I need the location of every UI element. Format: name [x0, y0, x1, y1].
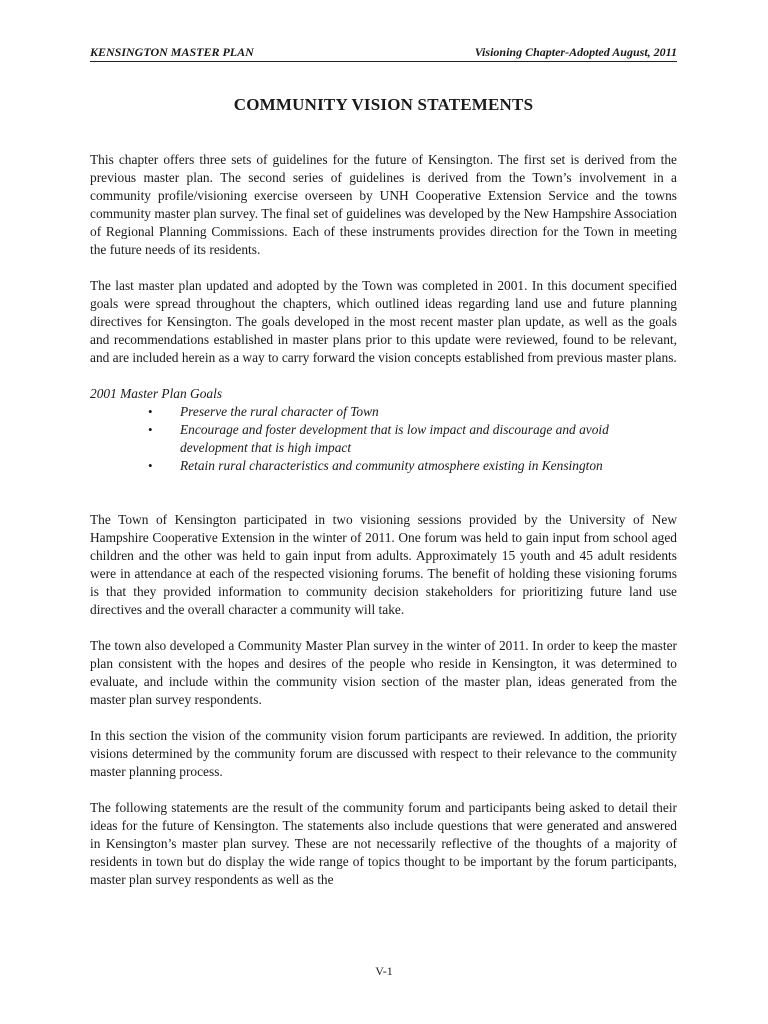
page-number: V-1 [375, 964, 393, 978]
goal-item [90, 421, 677, 457]
visioning-sessions-paragraph: The Town of Kensington participated in two visioning sessions provided by the University of New Hampshire Cooperative Extension in the winter of 2011. One forum was held to gain input from school aged children and the other was held to gain input from adults. Approximately 15 youth and 45 adult residents were in attendance at each of the respected visioning forums. The benefit of holding these visioning forums is that they provided information to community decision stakeholders for prioritizing future land use directives and the overall character a community will take. [90, 512, 677, 617]
header-document-title: KENSINGTON MASTER PLAN [90, 45, 254, 59]
bullet-icon: • [148, 458, 153, 473]
goals-heading: 2001 Master Plan Goals [90, 386, 223, 401]
page-header [90, 44, 677, 62]
goal-text: Retain rural characteristics and community atmosphere existing in Kensington [180, 458, 603, 473]
bullet-icon: • [148, 404, 153, 419]
bullet-icon: • [148, 422, 153, 437]
survey-paragraph: The town also developed a Community Master Plan survey in the winter of 2011. In order to keep the master plan consistent with the hopes and desires of the people who reside in Kensington, it was determined to evaluate, and include within the community vision section of the master plan, ideas generated from the master plan survey respondents. [90, 638, 677, 707]
goals-list [90, 403, 677, 475]
goal-text: Preserve the rural character of Town [180, 404, 379, 419]
section-overview-paragraph: In this section the vision of the community vision forum participants are reviewed. In addition, the priority visions determined by the community forum are discussed with respect to their relevance to the community master planning process. [90, 728, 677, 779]
goal-item [90, 403, 677, 421]
goal-text: Encourage and foster development that is low impact and discourage and avoid development that is high impact [180, 422, 609, 455]
goal-item [90, 457, 677, 475]
intro-paragraph: This chapter offers three sets of guidelines for the future of Kensington. The first set is derived from the previous master plan. The second series of guidelines is derived from the Town’s involvement in a community profile/visioning exercise overseen by UNH Cooperative Extension Service and the towns community master plan survey. The final set of guidelines was developed by the New Hampshire Association of Regional Planning Commissions. Each of these instruments provides direction for the Town in meeting the future needs of its residents. [90, 152, 677, 257]
previous-plan-paragraph: The last master plan updated and adopted by the Town was completed in 2001. In this document specified goals were spread throughout the chapters, which outlined ideas regarding land use and future planning directives for Kensington. The goals developed in the most recent master plan update, as well as the goals and recommendations established in master plans prior to this update were reviewed, found to be relevant, and are included herein as a way to carry forward the vision concepts established from previous master plans. [90, 278, 677, 365]
main-content [90, 151, 677, 889]
header-chapter-info: Visioning Chapter-Adopted August, 2011 [474, 45, 677, 59]
page-title: COMMUNITY VISION STATEMENTS [233, 95, 534, 114]
statements-paragraph: The following statements are the result of the community forum and participants being asked to detail their ideas for the future of Kensington. The statements also include questions that were generated and answered in Kensington’s master plan survey. These are not necessarily reflective of the thoughts of a majority of residents in town but do display the wide range of topics thought to be important by the forum participants, master plan survey respondents as well as the [90, 800, 677, 887]
